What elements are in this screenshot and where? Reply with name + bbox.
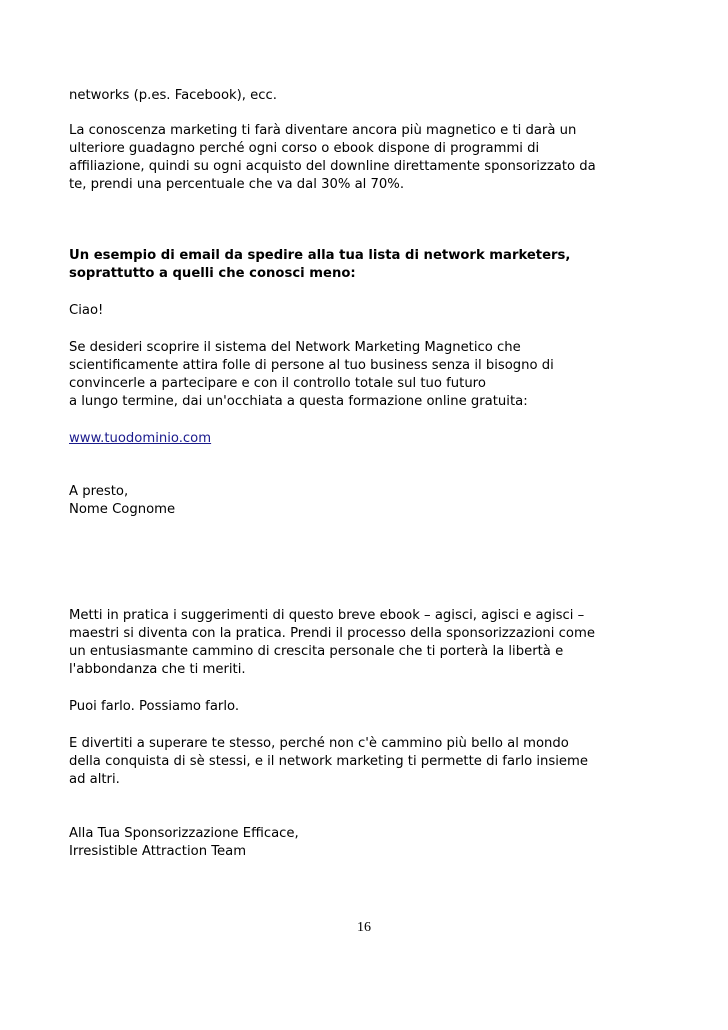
document-signoff xyxy=(69,825,669,861)
heading-line: Un esempio di email da spedire alla tua lista di network marketers, xyxy=(69,248,571,263)
text-line: a lungo termine, dai un'occhiata a questa formazione online gratuita: xyxy=(69,394,528,409)
text-line: l'abbondanza che ti meriti. xyxy=(69,662,246,677)
text-line: convincerle a partecipare e con il controllo totale sul tuo futuro xyxy=(69,376,486,391)
text-line: Irresistible Attraction Team xyxy=(69,844,247,859)
text-line: te, prendi una percentuale che va dal 30% al 70%. xyxy=(69,177,405,192)
intro-paragraph xyxy=(69,87,669,105)
encouragement-paragraph xyxy=(69,698,669,716)
text-line: Puoi farlo. Possiamo farlo. xyxy=(69,699,240,714)
text-line: Ciao! xyxy=(69,303,104,318)
text-line: La conoscenza marketing ti farà diventare ancora più magnetico e ti darà un xyxy=(69,123,577,138)
text-line: ulteriore guadagno perché ogni corso o ebook dispone di programmi di xyxy=(69,141,540,156)
email-example-heading xyxy=(69,247,669,283)
practice-paragraph xyxy=(69,607,669,679)
document-page xyxy=(69,87,669,861)
closing-paragraph xyxy=(69,735,669,789)
closing-line: A presto, xyxy=(69,484,129,499)
text-line: Alla Tua Sponsorizzazione Efficace, xyxy=(69,826,299,841)
affiliate-paragraph xyxy=(69,122,669,194)
page-number: 16 xyxy=(357,920,371,935)
text-line: un entusiasmante cammino di crescita personale che ti porterà la libertà e xyxy=(69,644,564,659)
domain-link[interactable]: www.tuodominio.com xyxy=(69,431,212,446)
text-line: ad altri. xyxy=(69,772,120,787)
text-line: E divertiti a superare te stesso, perché non c'è cammino più bello al mondo xyxy=(69,736,569,751)
email-greeting xyxy=(69,302,669,320)
email-body xyxy=(69,339,669,411)
text-line: della conquista di sè stessi, e il network marketing ti permette di farlo insieme xyxy=(69,754,589,769)
email-signoff xyxy=(69,483,669,519)
heading-line: soprattutto a quelli che conosci meno: xyxy=(69,266,356,281)
text-line: Metti in pratica i suggerimenti di questo breve ebook – agisci, agisci e agisci – xyxy=(69,608,585,623)
text-line: Se desideri scoprire il sistema del Network Marketing Magnetico che xyxy=(69,340,521,355)
text-line: affiliazione, quindi su ogni acquisto del downline direttamente sponsorizzato da xyxy=(69,159,596,174)
text-line: networks (p.es. Facebook), ecc. xyxy=(69,88,277,103)
text-line: maestri si diventa con la pratica. Prendi il processo della sponsorizzazioni come xyxy=(69,626,595,641)
signature-line: Nome Cognome xyxy=(69,502,176,517)
text-line: scientificamente attira folle di persone al tuo business senza il bisogno di xyxy=(69,358,554,373)
